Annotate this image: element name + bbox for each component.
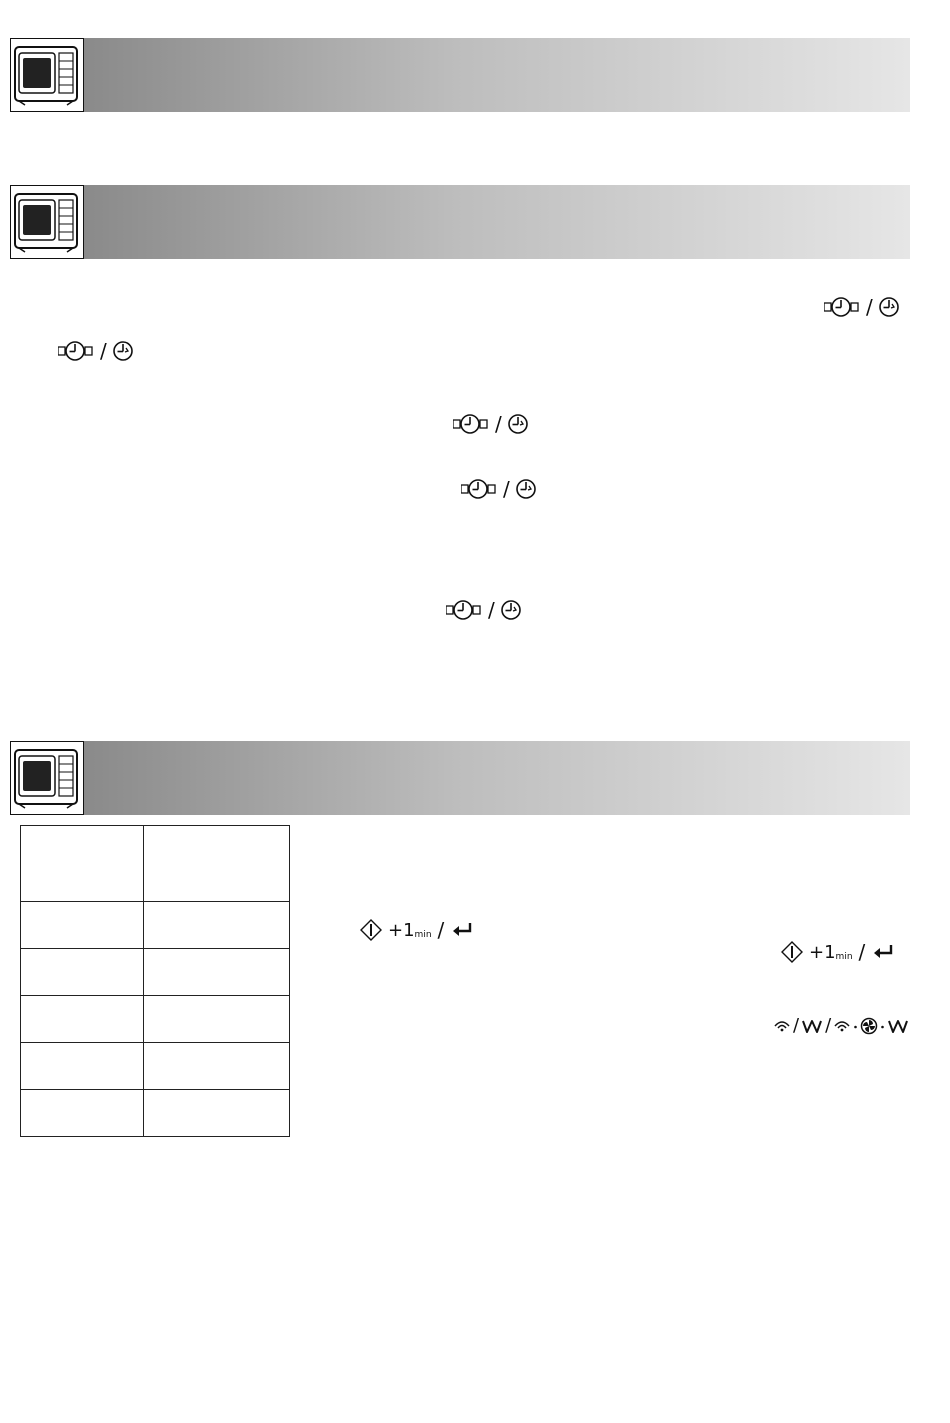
timer-icon <box>516 477 538 501</box>
min-subscript: min <box>835 951 853 962</box>
symbol-separator: / <box>793 1015 800 1036</box>
enter-icon <box>450 920 474 940</box>
section-header-2 <box>10 185 910 259</box>
timer-icon <box>113 339 135 363</box>
table-cell <box>21 996 144 1043</box>
table-row <box>21 1043 290 1090</box>
clock-timer-symbol <box>453 411 530 437</box>
microwave-icon <box>10 185 84 259</box>
table-cell <box>143 996 289 1043</box>
plus-one-text: +1 <box>809 941 836 963</box>
clock-icon <box>461 477 497 501</box>
plus-one-text: +1 <box>388 919 415 941</box>
symbol-separator: / <box>866 295 873 319</box>
table-cell <box>143 1043 289 1090</box>
table-cell <box>21 1043 144 1090</box>
clock-timer-symbol <box>461 476 538 502</box>
section-header-1 <box>10 38 910 112</box>
timer-icon <box>501 598 523 622</box>
clock-timer-symbol <box>824 294 901 320</box>
cooking-mode-symbols <box>773 1013 909 1039</box>
microwave-icon <box>10 741 84 815</box>
plus-one-minute-label <box>809 942 853 963</box>
symbol-separator: / <box>100 339 107 363</box>
start-icon <box>781 941 803 963</box>
table-cell <box>143 826 289 902</box>
symbol-separator: / <box>825 1015 832 1036</box>
clock-icon <box>446 598 482 622</box>
grill-icon <box>887 1017 909 1035</box>
table-cell <box>21 826 144 902</box>
table-cell <box>21 1090 144 1137</box>
header-bar <box>84 185 910 259</box>
clock-timer-symbol <box>446 597 523 623</box>
dot-separator-icon <box>853 1017 858 1035</box>
table-cell <box>21 949 144 996</box>
symbol-separator: / <box>437 918 445 942</box>
symbol-separator: / <box>488 598 495 622</box>
symbol-separator: / <box>495 412 502 436</box>
table-cell <box>143 902 289 949</box>
table-cell <box>143 1090 289 1137</box>
clock-icon <box>824 295 860 319</box>
table-row <box>21 949 290 996</box>
timer-icon <box>879 295 901 319</box>
enter-icon <box>871 942 895 962</box>
clock-icon <box>453 412 489 436</box>
table-cell <box>21 902 144 949</box>
microwave-waves-icon <box>833 1017 851 1035</box>
table-row <box>21 902 290 949</box>
start-icon <box>360 919 382 941</box>
microwave-waves-icon <box>773 1017 791 1035</box>
timer-icon <box>508 412 530 436</box>
start-plus-enter-symbol <box>781 939 895 965</box>
start-plus-enter-symbol <box>360 917 474 943</box>
microwave-icon <box>10 38 84 112</box>
header-bar <box>84 38 910 112</box>
symbol-separator: / <box>858 940 866 964</box>
section-header-3 <box>10 741 910 815</box>
symbol-separator: / <box>503 477 510 501</box>
clock-icon <box>58 339 94 363</box>
grill-icon <box>801 1017 823 1035</box>
fan-icon <box>860 1017 878 1035</box>
table-cell <box>143 949 289 996</box>
min-subscript: min <box>414 929 432 940</box>
plus-one-minute-label <box>388 920 432 941</box>
cooking-table <box>20 825 290 1137</box>
header-bar <box>84 741 910 815</box>
dot-separator-icon <box>880 1017 885 1035</box>
clock-timer-symbol <box>58 338 135 364</box>
table-row <box>21 996 290 1043</box>
table-row <box>21 1090 290 1137</box>
table-row <box>21 826 290 902</box>
